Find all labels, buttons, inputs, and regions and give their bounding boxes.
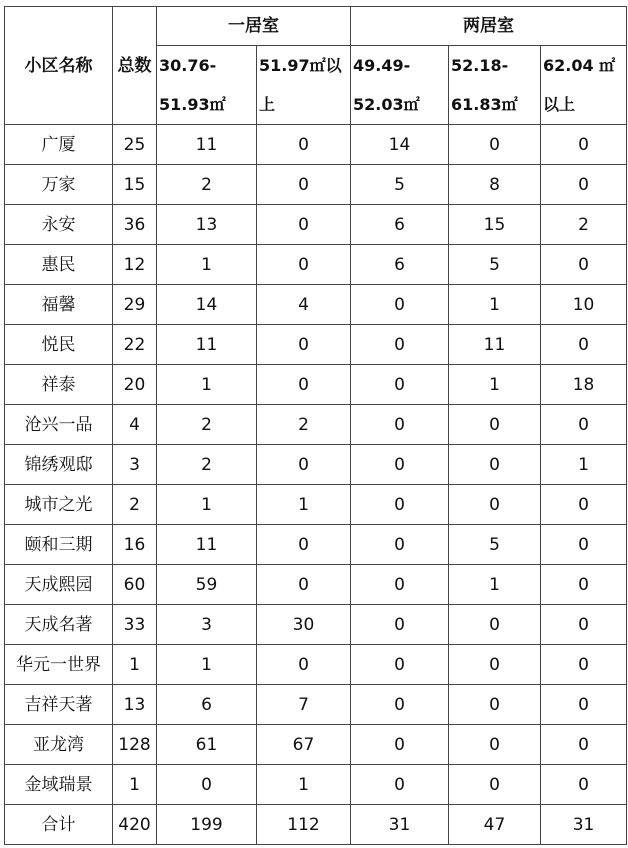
count-cell: 0	[449, 685, 541, 725]
header-group-two-bedroom: 两居室	[351, 7, 627, 46]
count-cell: 1	[257, 765, 351, 805]
count-cell: 3	[113, 445, 157, 485]
count-cell: 0	[351, 285, 449, 325]
count-cell: 0	[257, 165, 351, 205]
header-range-line: 以上	[543, 95, 576, 114]
count-cell: 0	[449, 485, 541, 525]
count-cell: 5	[449, 245, 541, 285]
count-cell: 1	[157, 485, 257, 525]
count-cell: 0	[351, 445, 449, 485]
housing-allocation-table	[4, 6, 627, 845]
count-cell: 4	[257, 285, 351, 325]
count-cell: 2	[257, 405, 351, 445]
count-cell: 7	[257, 685, 351, 725]
count-cell: 15	[113, 165, 157, 205]
count-cell: 0	[351, 525, 449, 565]
community-name-cell: 永安	[5, 205, 113, 245]
count-cell: 0	[257, 325, 351, 365]
table-row	[5, 485, 627, 525]
count-cell: 12	[113, 245, 157, 285]
count-cell: 0	[541, 605, 627, 645]
count-cell: 2	[157, 445, 257, 485]
table-row	[5, 205, 627, 245]
total-row	[5, 805, 627, 845]
count-cell: 0	[257, 565, 351, 605]
community-name-cell: 惠民	[5, 245, 113, 285]
count-cell: 30	[257, 605, 351, 645]
table-row	[5, 405, 627, 445]
total-value-cell: 47	[449, 805, 541, 845]
count-cell: 0	[541, 405, 627, 445]
count-cell: 0	[541, 325, 627, 365]
community-name-cell: 华元一世界	[5, 645, 113, 685]
community-name-cell: 万家	[5, 165, 113, 205]
count-cell: 0	[449, 765, 541, 805]
count-cell: 0	[351, 325, 449, 365]
count-cell: 0	[541, 245, 627, 285]
count-cell: 1	[257, 485, 351, 525]
table-row	[5, 285, 627, 325]
count-cell: 0	[541, 725, 627, 765]
count-cell: 0	[257, 525, 351, 565]
count-cell: 1	[449, 285, 541, 325]
count-cell: 0	[541, 125, 627, 165]
community-name-cell: 广厦	[5, 125, 113, 165]
count-cell: 16	[113, 525, 157, 565]
count-cell: 1	[449, 565, 541, 605]
community-name-cell: 亚龙湾	[5, 725, 113, 765]
count-cell: 5	[351, 165, 449, 205]
table-header	[5, 7, 627, 125]
count-cell: 0	[351, 605, 449, 645]
count-cell: 0	[257, 445, 351, 485]
community-name-cell: 金域瑞景	[5, 765, 113, 805]
total-value-cell: 199	[157, 805, 257, 845]
housing-allocation-table-container	[4, 6, 627, 845]
header-range-line: 51.93㎡	[159, 95, 226, 114]
count-cell: 0	[541, 525, 627, 565]
count-cell: 14	[351, 125, 449, 165]
count-cell: 11	[449, 325, 541, 365]
count-cell: 11	[157, 325, 257, 365]
community-name-cell: 沧兴一品	[5, 405, 113, 445]
header-row-groups	[5, 7, 627, 46]
count-cell: 2	[157, 165, 257, 205]
count-cell: 11	[157, 125, 257, 165]
count-cell: 0	[541, 565, 627, 605]
count-cell: 20	[113, 365, 157, 405]
count-cell: 14	[157, 285, 257, 325]
header-range-cell	[541, 46, 627, 125]
total-label-cell: 合计	[5, 805, 113, 845]
count-cell: 36	[113, 205, 157, 245]
count-cell: 0	[351, 685, 449, 725]
count-cell: 0	[541, 765, 627, 805]
count-cell: 33	[113, 605, 157, 645]
community-name-cell: 吉祥天著	[5, 685, 113, 725]
count-cell: 15	[449, 205, 541, 245]
total-value-cell: 31	[541, 805, 627, 845]
count-cell: 0	[257, 205, 351, 245]
count-cell: 0	[157, 765, 257, 805]
table-row	[5, 725, 627, 765]
count-cell: 2	[541, 205, 627, 245]
community-name-cell: 颐和三期	[5, 525, 113, 565]
table-row	[5, 365, 627, 405]
count-cell: 25	[113, 125, 157, 165]
count-cell: 5	[449, 525, 541, 565]
count-cell: 0	[257, 645, 351, 685]
count-cell: 22	[113, 325, 157, 365]
count-cell: 0	[351, 565, 449, 605]
count-cell: 1	[157, 365, 257, 405]
count-cell: 1	[113, 645, 157, 685]
count-cell: 67	[257, 725, 351, 765]
count-cell: 1	[449, 365, 541, 405]
count-cell: 61	[157, 725, 257, 765]
count-cell: 10	[541, 285, 627, 325]
table-row	[5, 525, 627, 565]
count-cell: 6	[351, 245, 449, 285]
count-cell: 0	[541, 485, 627, 525]
table-row	[5, 245, 627, 285]
count-cell: 0	[351, 405, 449, 445]
header-range-line: 49.49-	[353, 56, 411, 75]
total-value-cell: 112	[257, 805, 351, 845]
header-group-one-bedroom: 一居室	[157, 7, 351, 46]
table-row	[5, 445, 627, 485]
table-row	[5, 125, 627, 165]
count-cell: 59	[157, 565, 257, 605]
total-value-cell: 31	[351, 805, 449, 845]
community-name-cell: 天成名著	[5, 605, 113, 645]
table-footer	[5, 805, 627, 845]
header-total: 总数	[113, 7, 157, 125]
header-range-cell	[157, 46, 257, 125]
count-cell: 18	[541, 365, 627, 405]
count-cell: 1	[113, 765, 157, 805]
header-range-cell	[351, 46, 449, 125]
count-cell: 0	[541, 685, 627, 725]
header-range-line: 51.97㎡以	[259, 56, 342, 75]
count-cell: 6	[157, 685, 257, 725]
table-body	[5, 125, 627, 805]
count-cell: 29	[113, 285, 157, 325]
header-range-line: 30.76-	[159, 56, 217, 75]
count-cell: 0	[351, 485, 449, 525]
community-name-cell: 城市之光	[5, 485, 113, 525]
count-cell: 13	[157, 205, 257, 245]
count-cell: 0	[541, 165, 627, 205]
total-value-cell: 420	[113, 805, 157, 845]
header-range-line: 52.03㎡	[353, 95, 420, 114]
count-cell: 2	[157, 405, 257, 445]
header-range-line: 61.83㎡	[451, 95, 518, 114]
count-cell: 1	[157, 645, 257, 685]
count-cell: 1	[157, 245, 257, 285]
table-row	[5, 565, 627, 605]
count-cell: 0	[257, 125, 351, 165]
count-cell: 4	[113, 405, 157, 445]
count-cell: 0	[257, 245, 351, 285]
count-cell: 128	[113, 725, 157, 765]
table-row	[5, 765, 627, 805]
header-range-line: 上	[259, 95, 276, 114]
count-cell: 0	[449, 725, 541, 765]
table-row	[5, 645, 627, 685]
header-community-name: 小区名称	[5, 7, 113, 125]
community-name-cell: 福馨	[5, 285, 113, 325]
table-row	[5, 165, 627, 205]
count-cell: 0	[449, 405, 541, 445]
header-range-line: 62.04 ㎡	[543, 56, 616, 75]
table-row	[5, 685, 627, 725]
count-cell: 1	[541, 445, 627, 485]
table-row	[5, 605, 627, 645]
count-cell: 13	[113, 685, 157, 725]
count-cell: 0	[449, 605, 541, 645]
count-cell: 0	[449, 445, 541, 485]
community-name-cell: 悦民	[5, 325, 113, 365]
count-cell: 0	[541, 645, 627, 685]
count-cell: 2	[113, 485, 157, 525]
count-cell: 0	[449, 645, 541, 685]
community-name-cell: 锦绣观邸	[5, 445, 113, 485]
count-cell: 11	[157, 525, 257, 565]
count-cell: 0	[351, 645, 449, 685]
count-cell: 6	[351, 205, 449, 245]
header-range-line: 52.18-	[451, 56, 509, 75]
header-range-cell	[257, 46, 351, 125]
community-name-cell: 祥泰	[5, 365, 113, 405]
count-cell: 3	[157, 605, 257, 645]
count-cell: 0	[257, 365, 351, 405]
count-cell: 8	[449, 165, 541, 205]
header-range-cell	[449, 46, 541, 125]
count-cell: 60	[113, 565, 157, 605]
count-cell: 0	[351, 365, 449, 405]
community-name-cell: 天成熙园	[5, 565, 113, 605]
table-row	[5, 325, 627, 365]
count-cell: 0	[351, 725, 449, 765]
count-cell: 0	[449, 125, 541, 165]
count-cell: 0	[351, 765, 449, 805]
